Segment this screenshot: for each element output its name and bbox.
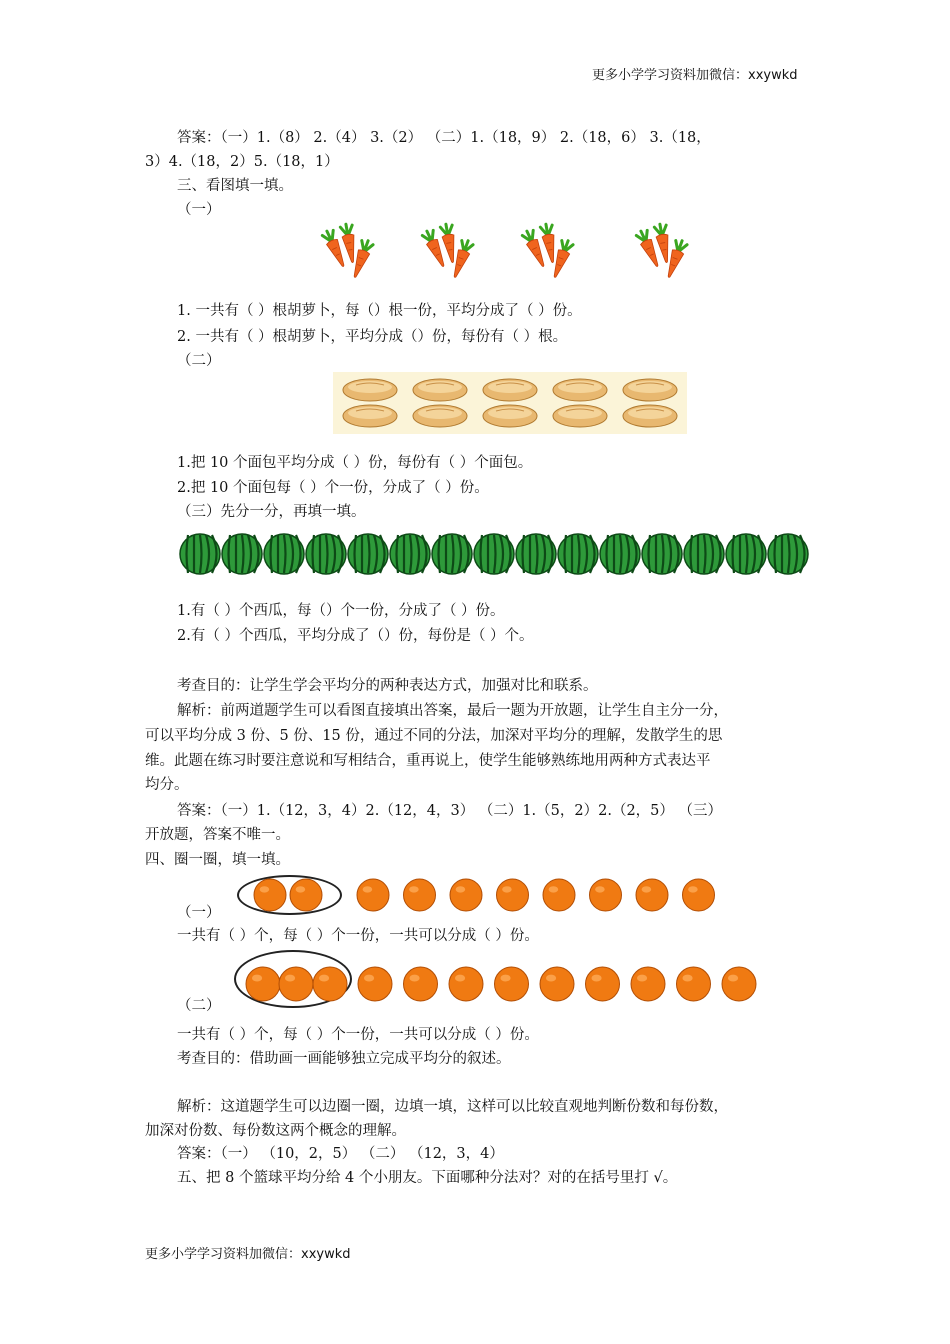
orange	[636, 879, 668, 911]
watermelon	[348, 534, 388, 574]
carrot-group	[421, 223, 473, 279]
bread-bun	[483, 379, 537, 401]
analysis-line: 加深对份数、每份数这两个概念的理解。	[145, 1123, 406, 1139]
watermelon-picture	[179, 531, 811, 577]
analysis-line: 均分。	[145, 777, 189, 793]
orange	[631, 967, 665, 1001]
answer-line: 答案：（一）1.（12，3，4）2.（12，4，3） （二）1.（5，2）2.（2，5） （三）	[177, 803, 723, 819]
part-label: （二）	[177, 353, 221, 369]
section-title: 四、圈一圈，填一填。	[145, 852, 290, 868]
question-line: 一共有（ ）个，每（ ）个一份，一共可以分成（ ）份。	[177, 928, 539, 944]
answer-line: 3）4.（18，2）5.（18，1）	[145, 154, 339, 170]
orange-row	[250, 876, 720, 914]
orange	[254, 879, 286, 911]
section-title: 五、把 8 个篮球平均分给 4 个小朋友。下面哪种分法对？对的在括号里打 √。	[177, 1170, 678, 1186]
bread-bun	[413, 405, 467, 427]
exam-purpose: 考查目的：让学生学会平均分的两种表达方式，加强对比和联系。	[177, 678, 598, 694]
exam-purpose: 考查目的：借助画一画能够独立完成平均分的叙述。	[177, 1051, 511, 1067]
watermelon	[642, 534, 682, 574]
orange	[357, 879, 389, 911]
question-line: 2.把 10 个面包每（ ）个一份，分成了（ ）份。	[177, 480, 489, 496]
watermelon	[558, 534, 598, 574]
analysis-line: 维。此题在练习时要注意说和写相结合，重再说上，使学生能够熟练地用两种方式表达平	[145, 753, 711, 769]
question-line: 1. 一共有（ ）根胡萝卜，每（）根一份，平均分成了（ ）份。	[177, 303, 582, 319]
orange	[450, 879, 482, 911]
watermelon	[726, 534, 766, 574]
orange	[313, 967, 347, 1001]
footer-text: 更多小学学习资料加微信：xxywkd	[145, 1247, 351, 1262]
question-line: 1.把 10 个面包平均分成（ ）份，每份有（ ）个面包。	[177, 455, 533, 471]
question-line: 2. 一共有（ ）根胡萝卜，平均分成（）份，每份有（ ）根。	[177, 329, 568, 345]
orange	[586, 967, 620, 1001]
answer-line: 答案：（一） （10，2，5） （二） （12，3，4）	[177, 1146, 504, 1162]
watermelon	[306, 534, 346, 574]
bread-bun	[553, 379, 607, 401]
carrot-group	[521, 223, 573, 279]
watermelon	[180, 534, 220, 574]
bread-bun	[553, 405, 607, 427]
carrot-picture	[316, 220, 696, 284]
orange	[543, 879, 575, 911]
orange	[279, 967, 313, 1001]
watermelon	[432, 534, 472, 574]
answer-line: 开放题，答案不唯一。	[145, 827, 290, 843]
bread-bun	[623, 379, 677, 401]
bread-bun	[623, 405, 677, 427]
watermelon	[474, 534, 514, 574]
question-line: 2.有（ ）个西瓜，平均分成了（）份，每份是（ ）个。	[177, 628, 534, 644]
section-title: 三、看图填一填。	[177, 178, 293, 194]
analysis-line: 解析：这道题学生可以边圈一圈，边填一填，这样可以比较直观地判断份数和每份数，	[177, 1099, 728, 1115]
carrot-group	[635, 223, 687, 279]
orange-row	[240, 962, 770, 1006]
bread-bun	[343, 379, 397, 401]
watermelon	[516, 534, 556, 574]
orange	[358, 967, 392, 1001]
orange	[677, 967, 711, 1001]
question-line: 1.有（ ）个西瓜，每（）个一份，分成了（ ）份。	[177, 603, 505, 619]
part-label: （二）	[177, 998, 221, 1014]
analysis-line: 可以平均分成 3 份、5 份、15 份，通过不同的分法，加深对平均分的理解，发散学生的思	[145, 728, 723, 744]
header-text: 更多小学学习资料加微信：xxywkd	[592, 68, 798, 83]
watermelon	[222, 534, 262, 574]
bread-bun	[343, 405, 397, 427]
analysis-line: 解析：前两道题学生可以看图直接填出答案，最后一题为开放题，让学生自主分一分，	[177, 703, 728, 719]
orange	[404, 967, 438, 1001]
orange	[495, 967, 529, 1001]
orange	[497, 879, 529, 911]
orange	[683, 879, 715, 911]
orange	[722, 967, 756, 1001]
bread-bun	[483, 405, 537, 427]
answer-line: 答案：（一）1.（8） 2.（4） 3.（2） （二）1.（18，9） 2.（18，6） 3.（18，	[177, 130, 711, 146]
orange	[246, 967, 280, 1001]
bread-picture	[333, 372, 687, 434]
orange	[404, 879, 436, 911]
question-line: 一共有（ ）个，每（ ）个一份，一共可以分成（ ）份。	[177, 1027, 539, 1043]
part-label: （一）	[177, 905, 221, 921]
watermelon	[600, 534, 640, 574]
watermelon	[684, 534, 724, 574]
carrot-group	[321, 223, 373, 279]
watermelon	[264, 534, 304, 574]
part-label: （一）	[177, 202, 221, 218]
bread-bun	[413, 379, 467, 401]
orange	[590, 879, 622, 911]
watermelon	[390, 534, 430, 574]
part-label: （三）先分一分，再填一填。	[177, 504, 366, 520]
orange	[540, 967, 574, 1001]
orange	[290, 879, 322, 911]
orange	[449, 967, 483, 1001]
watermelon	[768, 534, 808, 574]
